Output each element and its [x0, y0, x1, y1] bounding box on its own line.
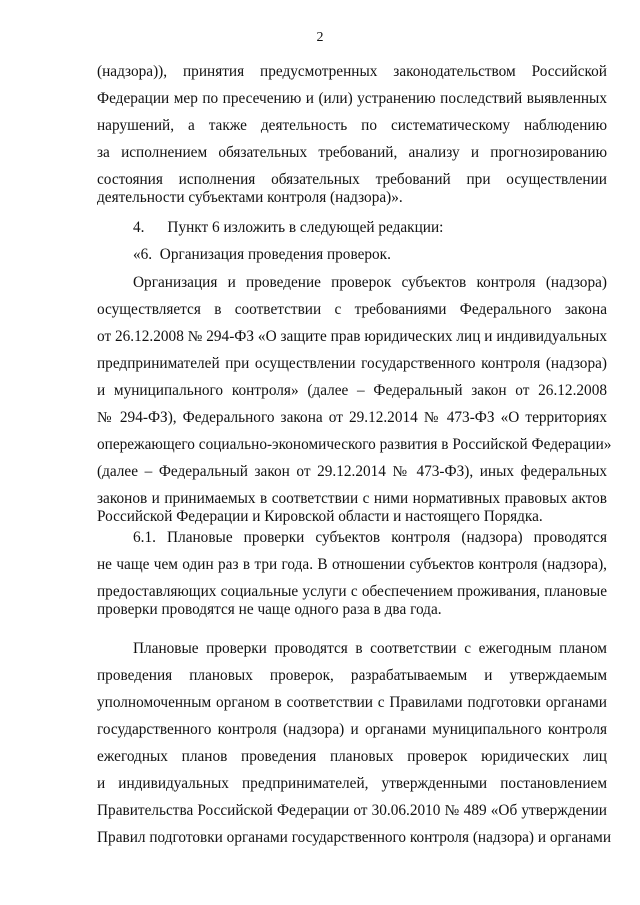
text-line: Организация и проведение проверок субъектов контроля (надзора): [133, 274, 607, 291]
text-line: Плановые проверки проводятся в соответствии с ежегодным планом: [133, 640, 607, 657]
text-line: государственного контроля (надзора) и органами муниципального контроля: [97, 721, 607, 738]
text-line: и индивидуальных предпринимателей, утвержденными постановлением: [97, 775, 607, 792]
text-line: 4. Пункт 6 изложить в следующей редакции:: [133, 219, 444, 236]
text-line: Федерации мер по пресечению и (или) устранению последствий выявленных: [97, 90, 607, 107]
text-line: проведения плановых проверок, разрабатываемым и утверждаемым: [97, 667, 607, 684]
text-line: не чаще чем один раз в три года. В отношении субъектов контроля (надзора),: [97, 556, 607, 573]
text-line: предпринимателей при осуществлении государственного контроля (надзора): [97, 355, 607, 372]
text-line: 6.1. Плановые проверки субъектов контроля (надзора) проводятся: [133, 529, 607, 546]
text-line: за исполнением обязательных требований, анализу и прогнозированию: [97, 144, 607, 161]
text-line: опережающего социально-экономического развития в Российской Федерации»: [97, 436, 612, 453]
text-line: (надзора)), принятия предусмотренных законодательством Российской: [97, 63, 607, 80]
text-line: Правительства Российской Федерации от 30.06.2010 № 489 «Об утверждении: [97, 802, 607, 819]
text-line: законов и принимаемых в соответствии с ними нормативных правовых актов: [97, 490, 607, 507]
text-line: (далее – Федеральный закон от 29.12.2014 № 473-ФЗ), иных федеральных: [97, 463, 607, 480]
text-line: от 26.12.2008 № 294-ФЗ «О защите прав юридических лиц и индивидуальных: [97, 328, 607, 345]
text-line: Российской Федерации и Кировской области и настоящего Порядка.: [97, 508, 543, 525]
text-line: нарушений, а также деятельность по систематическому наблюдению: [97, 117, 607, 134]
text-line: уполномоченным органом в соответствии с Правилами подготовки органами: [97, 694, 607, 711]
text-line: осуществляется в соответствии с требованиями Федерального закона: [97, 301, 607, 318]
text-line: предоставляющих социальные услуги с обеспечением проживания, плановые: [97, 583, 607, 600]
text-line: проверки проводятся не чаще одного раза в два года.: [97, 601, 442, 618]
text-line: № 294-ФЗ), Федерального закона от 29.12.2014 № 473-ФЗ «О территориях: [97, 409, 607, 426]
text-line: деятельности субъектами контроля (надзора)».: [97, 189, 403, 206]
text-line: ежегодных планов проведения плановых проверок юридических лиц: [97, 748, 607, 765]
text-line: состояния исполнения обязательных требований при осуществлении: [97, 171, 607, 188]
text-line: «6. Организация проведения проверок.: [133, 246, 391, 263]
page-number: 2: [316, 30, 324, 45]
text-line: Правил подготовки органами государственного контроля (надзора) и органами: [97, 829, 612, 846]
text-line: и муниципального контроля» (далее – Федеральный закон от 26.12.2008: [97, 382, 607, 399]
